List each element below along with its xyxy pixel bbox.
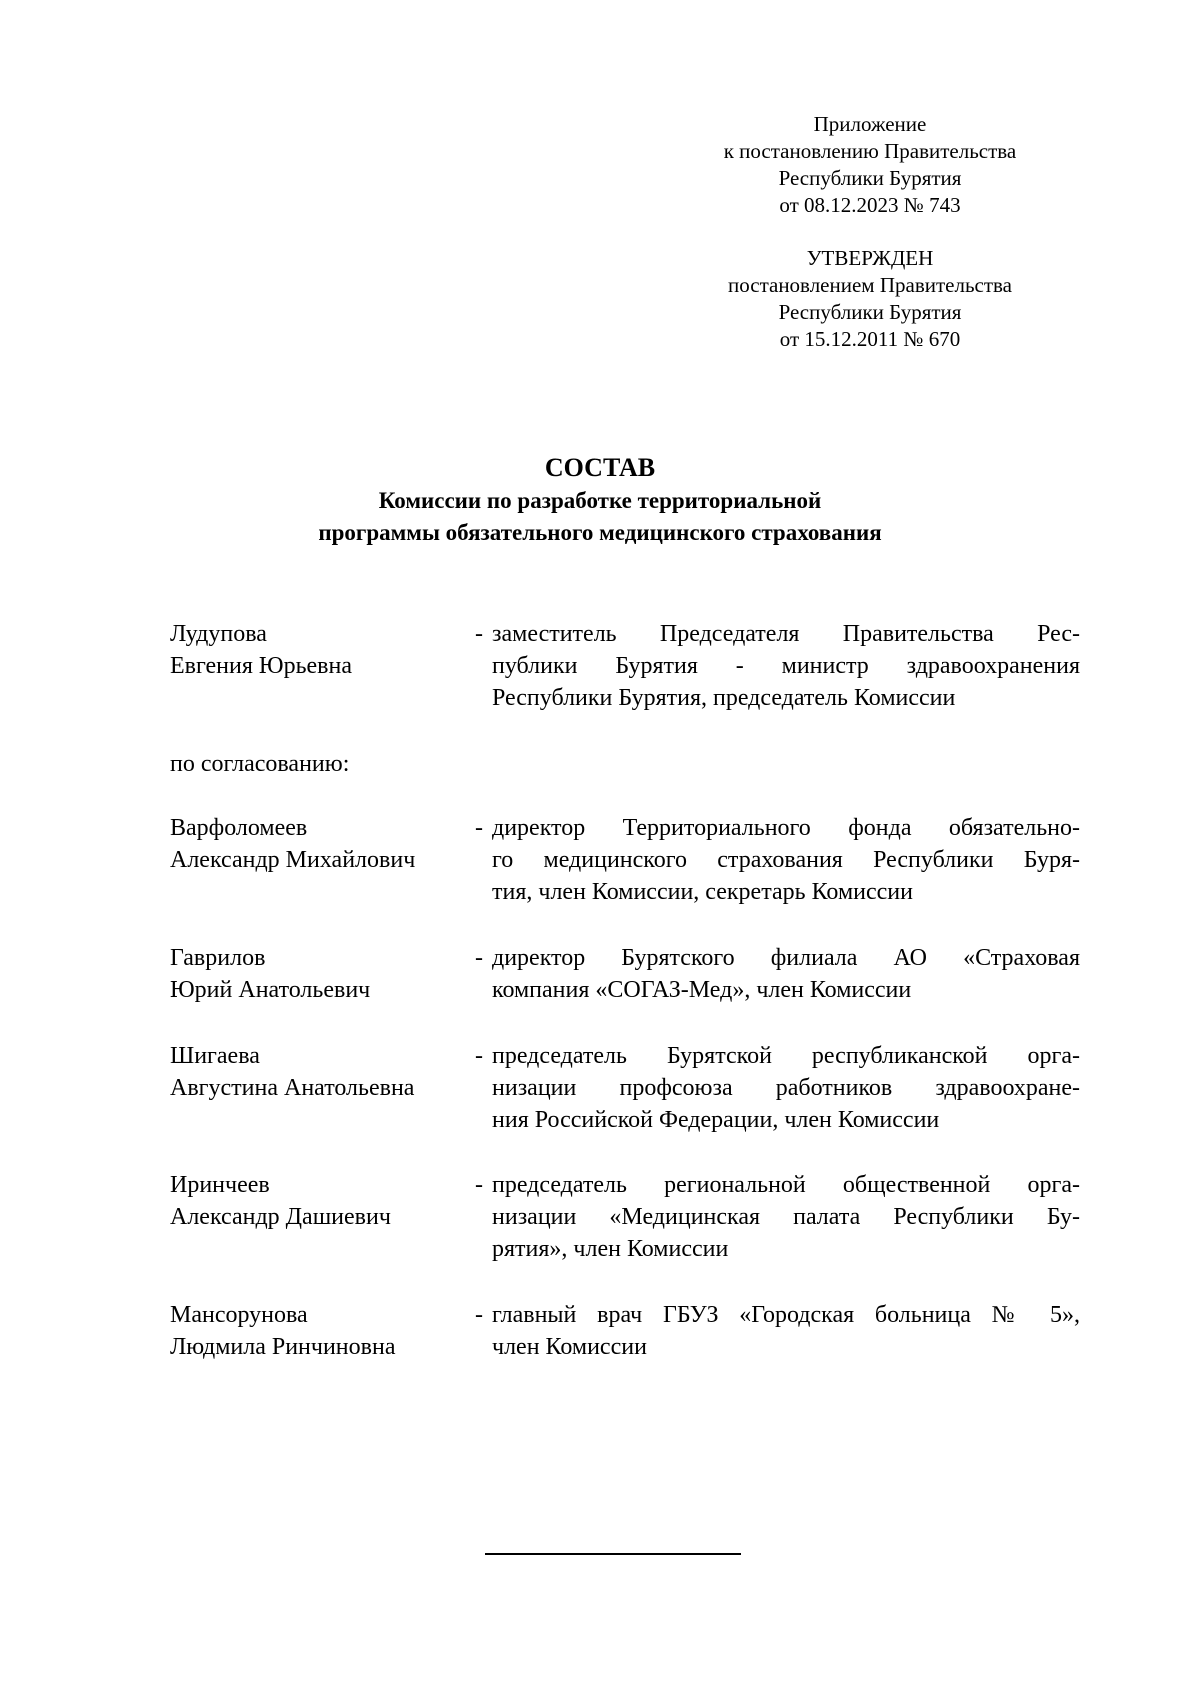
member-role (492, 1040, 1080, 1136)
section-label-agreement: по согласованию: (170, 751, 350, 777)
member-given-names: Юрий Анатольевич (170, 977, 371, 1003)
member-name (170, 1299, 470, 1363)
subtitle-line: программы обязательного медицинского страхования (318, 520, 882, 545)
subtitle-line: Комиссии по разработке территориальной (378, 488, 822, 513)
member-role-line: ния Российской Федерации, член Комиссии (492, 1107, 940, 1133)
member-role-line: го медицинского страхования Республики Буря- (492, 847, 1080, 873)
member-role-line: рятия», член Комиссии (492, 1236, 729, 1262)
member-role-line: низации профсоюза работников здравоохране- (492, 1075, 1080, 1101)
member-given-names: Александр Дашиевич (170, 1204, 391, 1230)
member-dash: - (475, 1302, 483, 1328)
member-role-line: низации «Медицинская палата Республики Бу- (492, 1204, 1080, 1230)
appendix-line: Приложение (813, 112, 927, 136)
end-separator-line (485, 1553, 741, 1555)
document-title: СОСТАВ (544, 453, 656, 482)
appendix-line: к постановлению Правительства (723, 139, 1017, 163)
member-given-names: Людмила Ринчиновна (170, 1334, 396, 1360)
member-given-names: Евгения Юрьевна (170, 653, 352, 679)
approved-line: постановлением Правительства (727, 273, 1012, 297)
member-surname: Шигаева (170, 1043, 260, 1069)
member-role-line: директор Бурятского филиала АО «Страховая (492, 945, 1080, 971)
member-dash: - (475, 945, 483, 971)
member-role (492, 812, 1080, 908)
member-role-line: заместитель Председателя Правительства Рес- (492, 621, 1080, 647)
member-dash: - (475, 815, 483, 841)
member-role (492, 618, 1080, 714)
member-given-names: Александр Михайлович (170, 847, 416, 873)
member-role-line: компания «СОГАЗ-Мед», член Комиссии (492, 977, 912, 1003)
member-dash: - (475, 1043, 483, 1069)
member-surname: Гаврилов (170, 945, 266, 971)
member-role-line: председатель Бурятской республиканской орга- (492, 1043, 1080, 1069)
approved-line: УТВЕРЖДЕН (806, 246, 934, 270)
member-name (170, 1040, 470, 1104)
approved-header (690, 245, 1050, 353)
member-role (492, 1169, 1080, 1265)
approved-line: Республики Бурятия (778, 300, 962, 324)
member-name (170, 1169, 470, 1233)
member-name (170, 812, 470, 876)
document-subtitle (0, 485, 1200, 549)
member-name (170, 618, 470, 682)
member-role (492, 942, 1080, 1006)
approved-line: от 15.12.2011 № 670 (779, 327, 961, 351)
member-role-line: Республики Бурятия, председатель Комиссии (492, 685, 956, 711)
member-surname: Лудупова (170, 621, 267, 647)
appendix-line: Республики Бурятия (778, 166, 962, 190)
member-surname: Иринчеев (170, 1172, 270, 1198)
member-role-line: председатель региональной общественной орга- (492, 1172, 1080, 1198)
member-role-line: публики Бурятия - министр здравоохранения (492, 653, 1080, 679)
member-role (492, 1299, 1080, 1363)
member-surname: Мансорунова (170, 1302, 308, 1328)
appendix-line: от 08.12.2023 № 743 (779, 193, 961, 217)
member-dash: - (475, 621, 483, 647)
member-name (170, 942, 470, 1006)
member-dash: - (475, 1172, 483, 1198)
appendix-header (690, 111, 1050, 219)
member-role-line: член Комиссии (492, 1334, 647, 1360)
member-role-line: директор Территориального фонда обязательно- (492, 815, 1080, 841)
member-given-names: Августина Анатольевна (170, 1075, 415, 1101)
member-surname: Варфоломеев (170, 815, 308, 841)
member-role-line: тия, член Комиссии, секретарь Комиссии (492, 879, 913, 905)
member-role-line: главный врач ГБУЗ «Городская больница № 5», (492, 1302, 1080, 1328)
